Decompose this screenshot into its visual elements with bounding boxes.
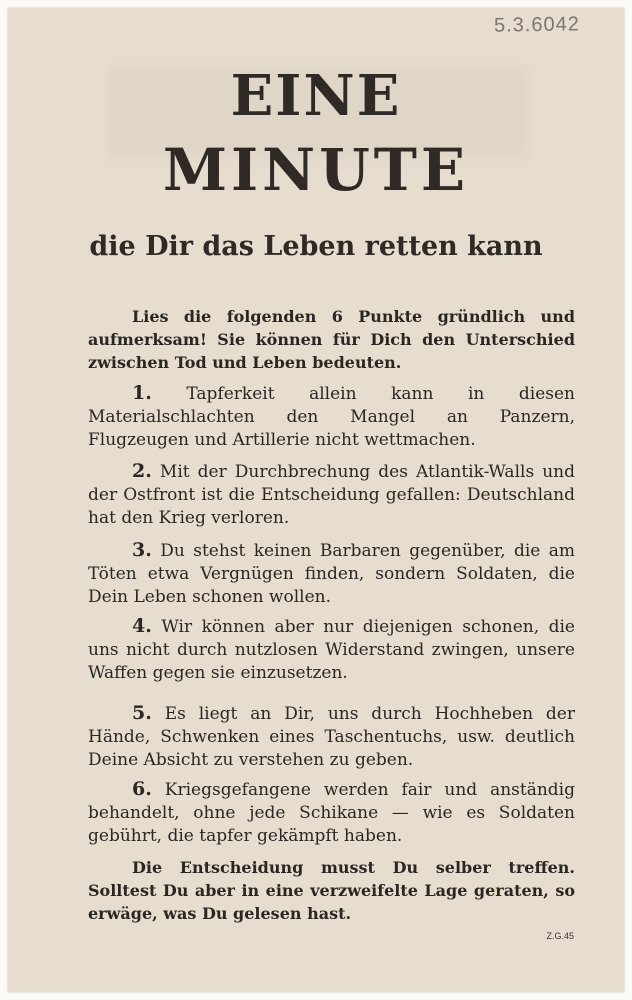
point-2 <box>88 460 575 530</box>
point-text: Es liegt an Dir, uns durch Hochheben der Hände, Schwenken eines Taschentuchs, usw. deutlich Deine Absicht zu verstehen zu geben. <box>88 704 575 770</box>
point-1 <box>88 382 575 452</box>
point-number: 2. <box>132 460 152 482</box>
point-text: Tapferkeit allein kann in diesen Materialschlachten den Mangel an Panzern, Flugzeugen und Artillerie nicht wettmachen. <box>88 384 575 450</box>
closing-paragraph: Die Entscheidung musst Du selber treffen. Solltest Du aber in eine verzweifelte Lage geraten, so erwäge, was Du gelesen hast. <box>88 858 575 923</box>
point-number: 5. <box>132 702 152 724</box>
point-text: Mit der Durchbrechung des Atlantik-Walls und der Ostfront ist die Entscheidung gefallen: Deutschland hat den Krieg verloren. <box>88 462 575 528</box>
point-4 <box>88 615 575 685</box>
point-number: 4. <box>132 615 152 637</box>
point-6 <box>88 778 575 848</box>
subtitle: die Dir das Leben retten kann <box>89 231 543 262</box>
title-line-minute: MINUTE <box>162 136 470 204</box>
point-text: Wir können aber nur diejenigen schonen, die uns nicht durch nutzlosen Widerstand zwingen, unsere Waffen gegen sie einzusetzen. <box>88 617 575 683</box>
point-5 <box>88 702 575 772</box>
point-3 <box>88 539 575 609</box>
intro-paragraph: Lies die folgenden 6 Punkte gründlich und aufmerksam! Sie können für Dich den Unterschied zwischen Tod und Leben bedeuten. <box>88 307 575 372</box>
archive-number: 5.3.6042 <box>493 13 581 37</box>
point-number: 6. <box>132 778 152 800</box>
leaflet-sheet <box>8 8 624 992</box>
point-text: Kriegsgefangene werden fair und anständig behandelt, ohne jede Schikane — wie es Soldaten gebührt, die tapfer gekämpft haben. <box>88 780 575 846</box>
footer-code: Z.G.45 <box>546 931 574 941</box>
point-number: 1. <box>132 382 152 404</box>
point-number: 3. <box>132 539 152 561</box>
title-line-eine: EINE <box>230 63 402 129</box>
point-text: Du stehst keinen Barbaren gegenüber, die am Töten etwa Vergnügen finden, sondern Soldaten, die Dein Leben schonen wollen. <box>88 541 576 607</box>
